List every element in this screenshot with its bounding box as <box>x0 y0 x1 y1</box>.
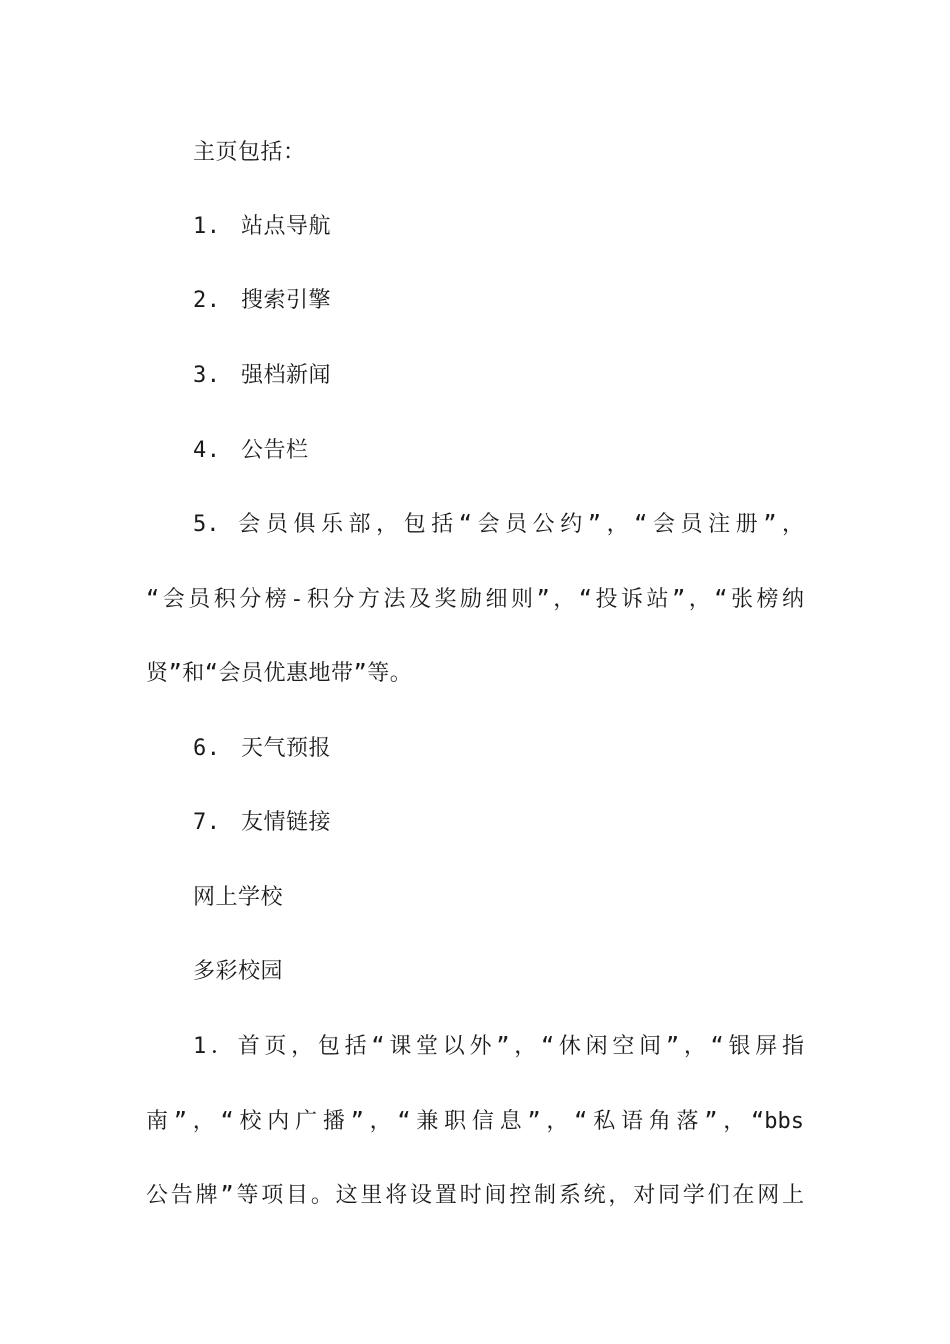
section-heading-campus: 多彩校园 <box>193 959 284 984</box>
campus-para-line-3: 公告牌”等项目。这里将设置时间控制系统，对同学们在网上 <box>146 1183 804 1208</box>
list-item-text: 站点导航 <box>241 214 332 239</box>
list-item-number: 2. <box>193 288 221 313</box>
list-item-text: 友情链接 <box>241 810 332 835</box>
list-item <box>193 808 331 838</box>
list-item-text: 公告栏 <box>241 438 309 463</box>
list-item-text: 搜索引擎 <box>241 288 332 313</box>
item5-line-1: 5. 会员俱乐部，包括“会员公约”，“会员注册”， <box>193 512 804 537</box>
list-item-number: 6. <box>193 736 221 761</box>
list-item-text: 强档新闻 <box>241 363 332 388</box>
list-item-number: 4. <box>193 438 221 463</box>
list-item <box>193 734 331 764</box>
list-item <box>193 286 331 316</box>
list-item-number: 3. <box>193 363 221 388</box>
campus-para-line-1: 1．首页，包括“课堂以外”，“休闲空间”，“银屏指 <box>193 1034 804 1059</box>
list-item-number: 1. <box>193 214 221 239</box>
item5-line-2: “会员积分榜-积分方法及奖励细则”，“投诉站”，“张榜纳 <box>146 587 804 612</box>
section-heading-online-school: 网上学校 <box>193 885 284 910</box>
list-item-number: 7. <box>193 810 221 835</box>
campus-para-line-2: 南”，“校内广播”，“兼职信息”，“私语角落”，“bbs <box>146 1109 804 1134</box>
list-item-text: 天气预报 <box>241 736 332 761</box>
list-item <box>193 361 331 391</box>
intro-heading: 主页包括： <box>193 140 306 165</box>
item5-line-3: 贤”和“会员优惠地带”等。 <box>146 661 413 686</box>
list-item <box>193 212 331 242</box>
list-item <box>193 436 309 466</box>
